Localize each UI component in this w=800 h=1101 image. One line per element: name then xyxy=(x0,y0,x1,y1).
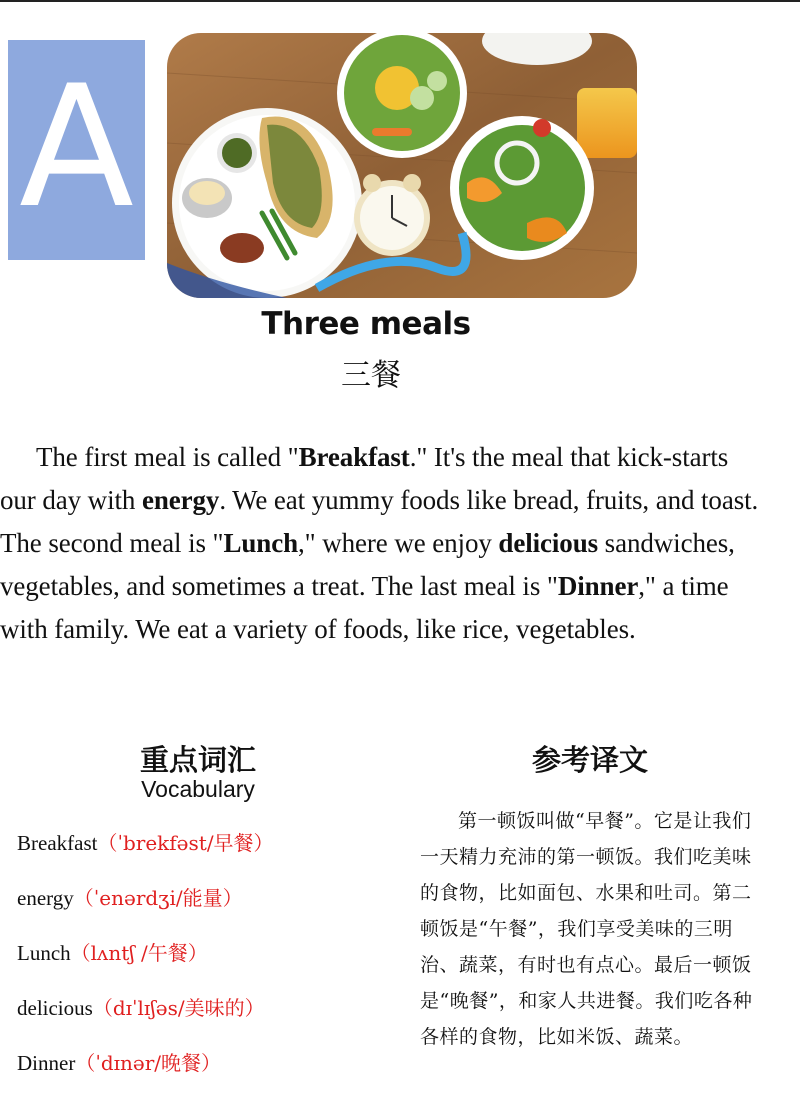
vocab-pronunciation: （ˈbrekfəst/早餐） xyxy=(97,831,274,855)
vocab-pronunciation: （ˈenərdʒi/能量） xyxy=(73,886,243,910)
vocabulary-item xyxy=(17,826,274,881)
vocab-word: delicious xyxy=(17,996,93,1020)
passage-text: ," where we enjoy xyxy=(298,528,499,558)
vocab-word: energy xyxy=(17,886,74,910)
keyword-lunch: Lunch xyxy=(223,528,298,558)
vocabulary-list xyxy=(17,826,274,1101)
keyword-breakfast: Breakfast xyxy=(298,442,410,472)
vocabulary-heading-english: Vocabulary xyxy=(141,776,255,802)
vocab-pronunciation: （ˈdɪnər/晚餐） xyxy=(75,1051,222,1075)
vocabulary-item xyxy=(17,936,274,991)
vocabulary-heading-chinese: 重点词汇 xyxy=(139,743,256,777)
vocabulary-item xyxy=(17,1046,274,1101)
vocab-word: Breakfast xyxy=(17,831,98,855)
reading-passage xyxy=(0,436,760,651)
passage-text: ," a time with family. We eat a variety of foods, like rice, vegetables. xyxy=(0,571,729,644)
vocabulary-item xyxy=(17,991,274,1046)
vocab-word: Dinner xyxy=(17,1051,76,1075)
translation-text: 第一顿饭叫做“早餐”。它是让我们一天精力充沛的第一顿饭。我们吃美味的食物，比如面包、水果和吐司。第二顿饭是“午餐”，我们享受美味的三明治、蔬菜，有时也有点心。最后一顿饭是“晚餐”，和家人共进餐。我们吃各种各样的食物，比如米饭、蔬菜。 xyxy=(420,810,753,1048)
passage-text: sandwiches, vegetables, and sometimes a treat. The last meal is " xyxy=(0,528,735,601)
unit-letter-badge xyxy=(8,40,145,260)
keyword-dinner: Dinner xyxy=(557,571,639,601)
top-rule xyxy=(0,0,800,2)
vocab-pronunciation: （dɪˈlɪʃəs/美味的） xyxy=(92,996,265,1020)
meals-photo xyxy=(167,33,637,298)
keyword-delicious: delicious xyxy=(498,528,599,558)
vocab-pronunciation: （lʌntʃ /午餐） xyxy=(70,941,208,965)
title-chinese: 三餐 xyxy=(341,358,401,393)
passage-text: . We eat yummy foods like bread, fruits, and toast. The second meal is " xyxy=(0,485,759,558)
title-english: Three meals xyxy=(261,306,471,342)
vocab-word: Lunch xyxy=(17,941,71,965)
passage-text: ." It's the meal that kick-starts our day with xyxy=(0,442,729,515)
unit-letter: A xyxy=(19,49,134,245)
translation-heading: 参考译文 xyxy=(531,743,648,777)
passage-paragraph xyxy=(0,436,760,651)
vocabulary-item xyxy=(17,881,274,936)
passage-text: The first meal is called " xyxy=(36,442,299,472)
keyword-energy: energy xyxy=(141,485,220,515)
